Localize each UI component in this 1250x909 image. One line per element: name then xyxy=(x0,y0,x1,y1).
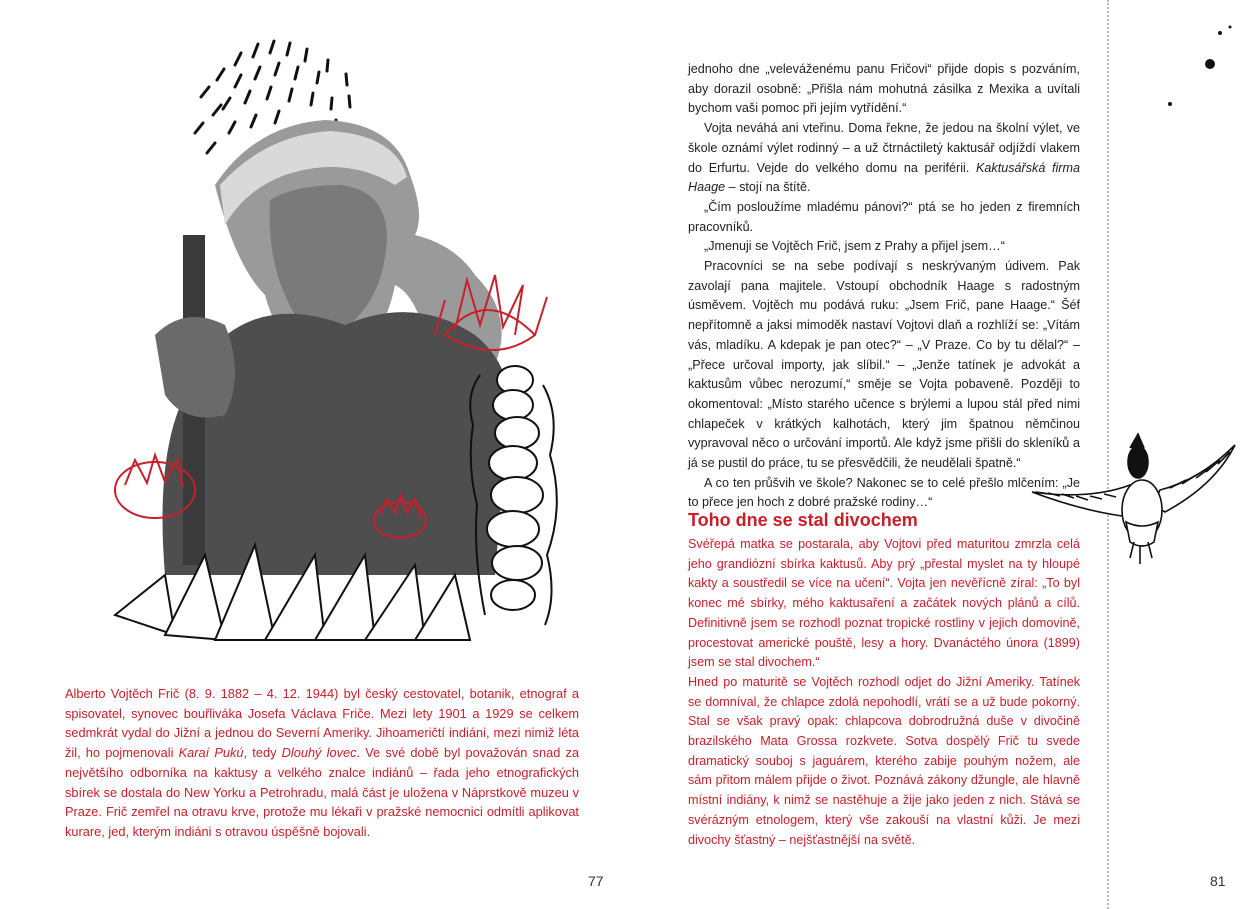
paragraph: „Čím posloužíme mladému pánovi?“ ptá se ho jeden z firemních pracovníků. xyxy=(688,199,1080,234)
section-paragraph: Svéřepá matka se postarala, aby Vojtovi před maturitou zmrzla celá jeho grandiózní sbírka kaktusů. Aby prý „přestal myslet na ty hloupé kakty a soustředil se více na učení“. Vojta jen nevěřícně zíral: „To byl konec mé sbírky, mého kaktusaření a začátek nových plánů a cílů. Definitivně jsem se rozhodl poznat tropické rostliny v jejich domovině, procestovat americké pouště, lesy a hory. Dvanáctého února (1899) jsem se stal divochem.“ xyxy=(688,537,1080,670)
paragraph: „Jmenuji se Vojtěch Frič, jsem z Prahy a přijel jsem…“ xyxy=(704,239,1005,254)
paragraph: jednoho dne „veleváženému panu Fričovi“ přijde dopis s pozváním, aby dorazil osobně: „Přišla nám mohutná zásilka z Mexika a uvítali bychom vaši pomoc při jejím vytřídění.“ xyxy=(688,62,1080,116)
page-number-left: 77 xyxy=(588,873,604,889)
page-number-right: 81 xyxy=(1210,873,1226,889)
paragraph: A co ten průšvih ve škole? Nakonec se to celé přešlo mlčením: „Je to přece jen hoch z dobré pražské rodiny…“ xyxy=(688,475,1080,510)
portrait-illustration xyxy=(95,35,575,665)
section-divochem xyxy=(688,509,1080,850)
duck-illustration xyxy=(1030,430,1240,570)
section-heading: Toho dne se stal divochem xyxy=(688,510,918,530)
story-body xyxy=(688,60,1080,513)
ink-dot-icon xyxy=(1155,20,1235,120)
paragraph: Vojta neváhá ani vteřinu. Doma řekne, že jedou na školní výlet, ve škole oznámí výlet rodinný – a už čtrnáctiletý kaktusář odjíždí vlakem do Erfurtu. Vejde do velkého domu na periférii. Kaktusářská firma Haage – stojí na štítě. xyxy=(688,121,1080,195)
portrait-photo xyxy=(155,120,511,575)
photo-caption: Alberto Vojtěch Frič (8. 9. 1882 – 4. 12. 1944) byl český cestovatel, botanik, etnograf a spisovatel, synovec bouřliváka Josefa Václava Friče. Mezi lety 1901 a 1929 se celkem sedmkrát vydal do Jižní a jednou do Severní Ameriky. Jihoameričtí indiáni, mezi nimiž léta žil, ho pojmenovali Karaí Pukú, tedy Dlouhý lovec. Ve své době byl považován snad za největšího odborníka na kaktusy a velkého znalce indiánů – řada jeho etnografických sbírek se dostala do New Yorku a Petrohradu, malá část je uložena v Náprstkově muzeu v Praze. Frič zemřel na otravu krve, protože mu lékaři v pražské nemocnici odmítli aplikovat kurare, jed, kterým indiáni s otravou úspěšně bojovali. xyxy=(65,686,580,839)
paragraph: Pracovníci se na sebe podívají s neskrývaným údivem. Pak zavolají pana majitele. Vstoupí obchodník Haage s radostným úsměvem. Vojtěch mu podává ruku: „Jsem Frič, pane Haage.“ Šéf nepřítomně a jaksi mimoděk nastaví Vojtovi dlaň a rozhlíží se: „Vítám vás, mladíku. A kdepak je pan otec?“ – „V Praze. Co by tu dělal?“ – „Přece určoval importy, jak slíbil.“ – „Jenže tatínek je advokát a kaktusům vůbec nerozumí,“ směje se Vojta pobaveně. Později to okomentoval: „Místo starého učence s brýlemi a lupou stál před nimi chlapeček v krátkých kalhotách, který jim špatnou němčinou vypravoval něco o určování importů. Ale když jsme přišli do skleníků a já se pustil do práce, tu se přesvědčili, že neudělali špatně.“ xyxy=(688,259,1080,471)
section-paragraph: Hned po maturitě se Vojtěch rozhodl odjet do Jižní Ameriky. Tatínek se domníval, že chlapce zdolá nepohodlí, vrátí se a už bude pokorný. Stal se však pravý opak: chlapcova dobrodružná duše v divočině brazilského Mata Grossa rozkvete. Sotva dospělý Frič tu svede dramatický souboj s jaguárem, kterého zabije pouhým nožem, ale sám přitom málem přijde o život. Poznává zákony džungle, ale hlavně místní indiány, k nimž se nastěhuje a žije jako jeden z nich. Stává se svérázným etnologem, který vše zakouší na vlastní kůži. Je mezi divochy šťastný – nejšťastnější na světě. xyxy=(688,674,1080,847)
